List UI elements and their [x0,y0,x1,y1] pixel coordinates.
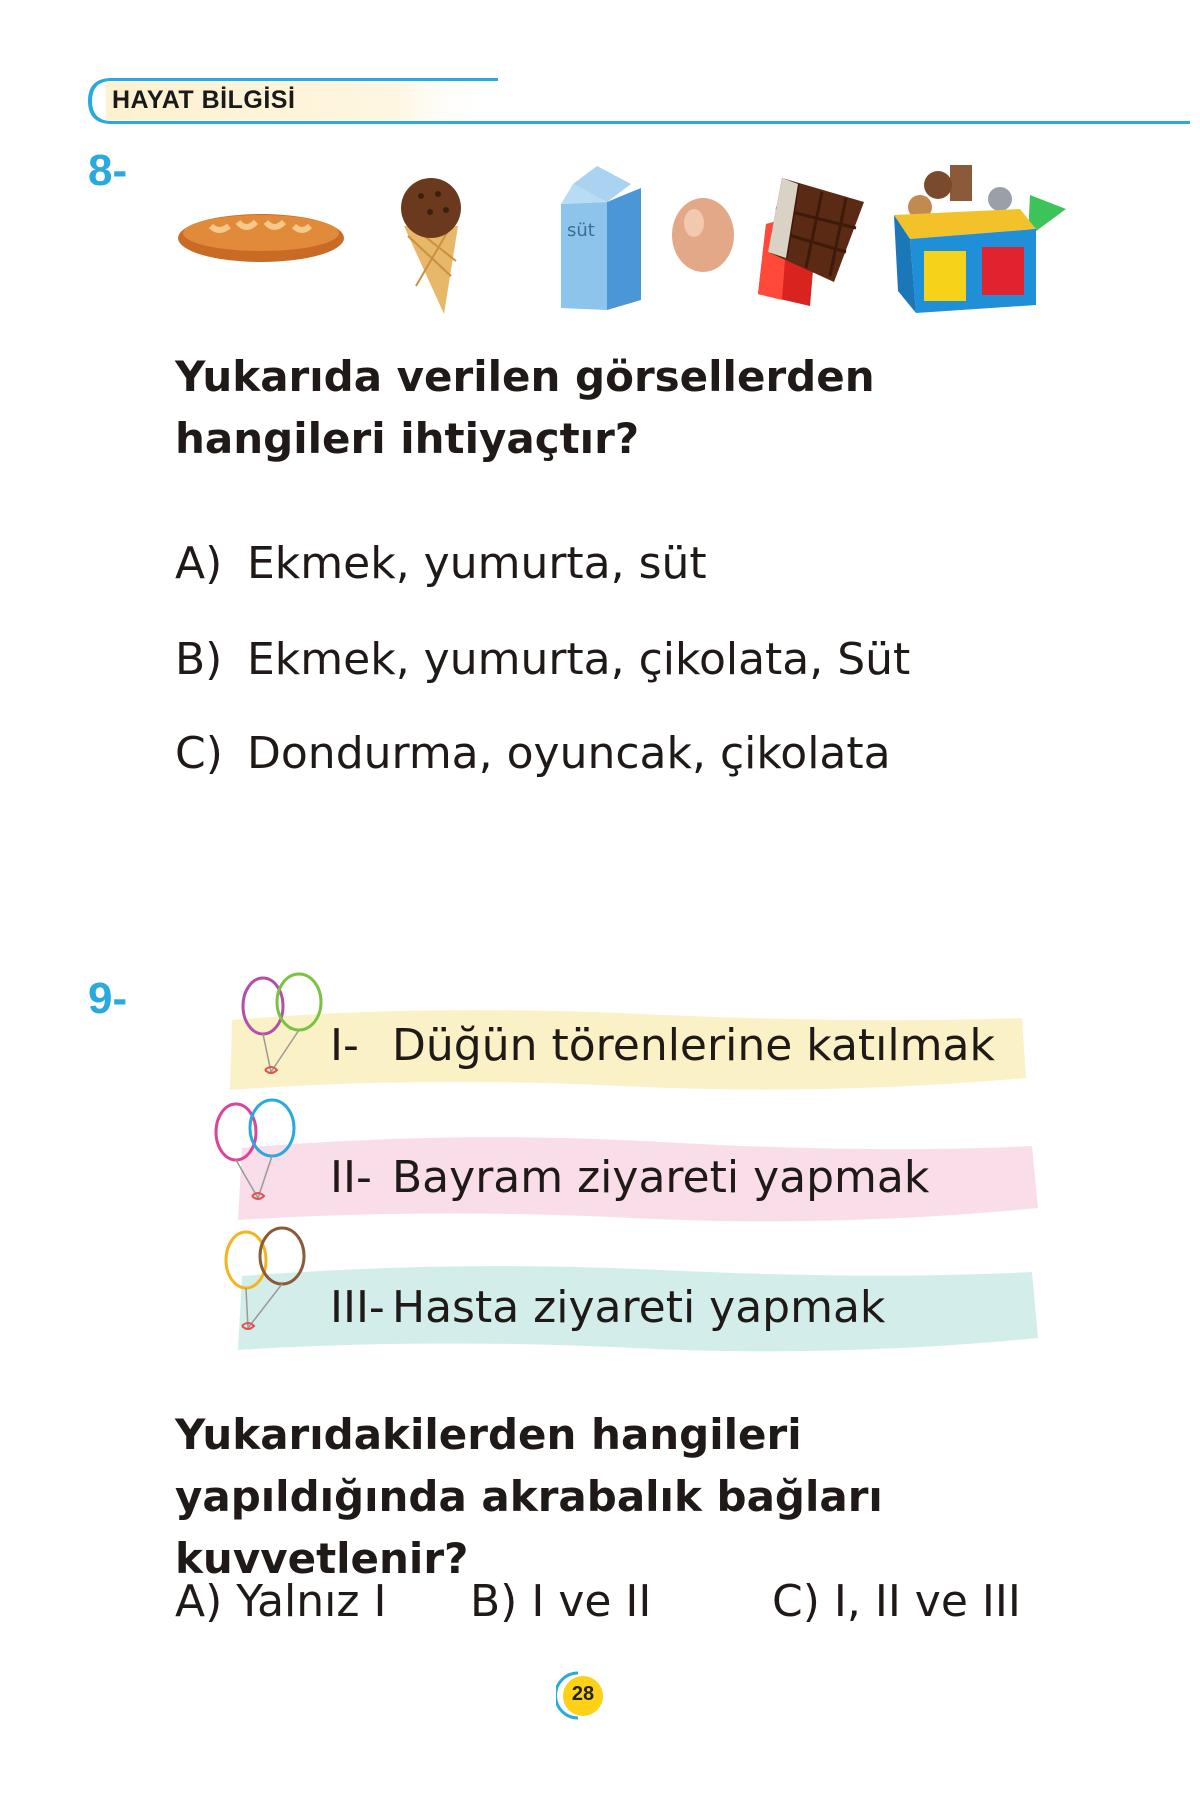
statement-1 [330,1020,995,1071]
option-text: Yalnız I [236,1576,387,1627]
option-9-c[interactable] [772,1576,1021,1627]
subject-title: HAYAT BİLGİSİ [112,86,296,114]
option-8-c[interactable] [175,728,891,779]
milk-carton-icon [555,162,647,316]
question-8-text: Yukarıda verilen görsellerden hangileri ihtiyaçtır? [175,352,875,463]
bread-icon [176,206,346,270]
option-letter: A) [175,538,223,589]
statement-text: Bayram ziyareti yapmak [392,1152,930,1203]
option-text: Ekmek, yumurta, çikolata, Süt [247,634,911,685]
question-9-text: Yukarıdakilerden hangileri yapıldığında akrabalık bağları kuvvetlenir? [175,1410,883,1583]
question-number-9: 9- [88,974,128,1023]
statement-roman: III- [330,1282,385,1333]
chocolate-icon [758,172,868,312]
option-letter: C) [772,1576,820,1627]
statement-2 [330,1152,929,1203]
option-9-a[interactable] [175,1576,386,1627]
statement-roman: II- [330,1152,372,1203]
statement-3 [330,1282,885,1333]
option-text: Ekmek, yumurta, süt [247,538,707,589]
balloons-icon [235,972,335,1084]
option-text: Dondurma, oyuncak, çikolata [247,728,891,779]
page-number: 28 [571,1683,595,1705]
option-8-b[interactable] [175,634,910,685]
egg-icon [668,195,738,279]
toy-box-icon [890,155,1070,319]
option-text: I, II ve III [833,1576,1021,1627]
option-letter: B) [470,1576,518,1627]
option-text: I ve II [531,1576,652,1627]
balloons-icon [208,1098,308,1210]
option-letter: B) [175,634,223,685]
option-8-a[interactable] [175,538,707,589]
balloons-icon [218,1226,318,1338]
milk-label: süt [567,220,595,241]
option-letter: C) [175,728,223,779]
option-9-b[interactable] [470,1576,651,1627]
ice-cream-icon [396,176,466,320]
statement-text: Hasta ziyareti yapmak [392,1282,886,1333]
statement-roman: I- [330,1020,359,1071]
question-number-8: 8- [88,146,128,195]
statement-text: Düğün törenlerine katılmak [392,1020,995,1071]
option-letter: A) [175,1576,223,1627]
